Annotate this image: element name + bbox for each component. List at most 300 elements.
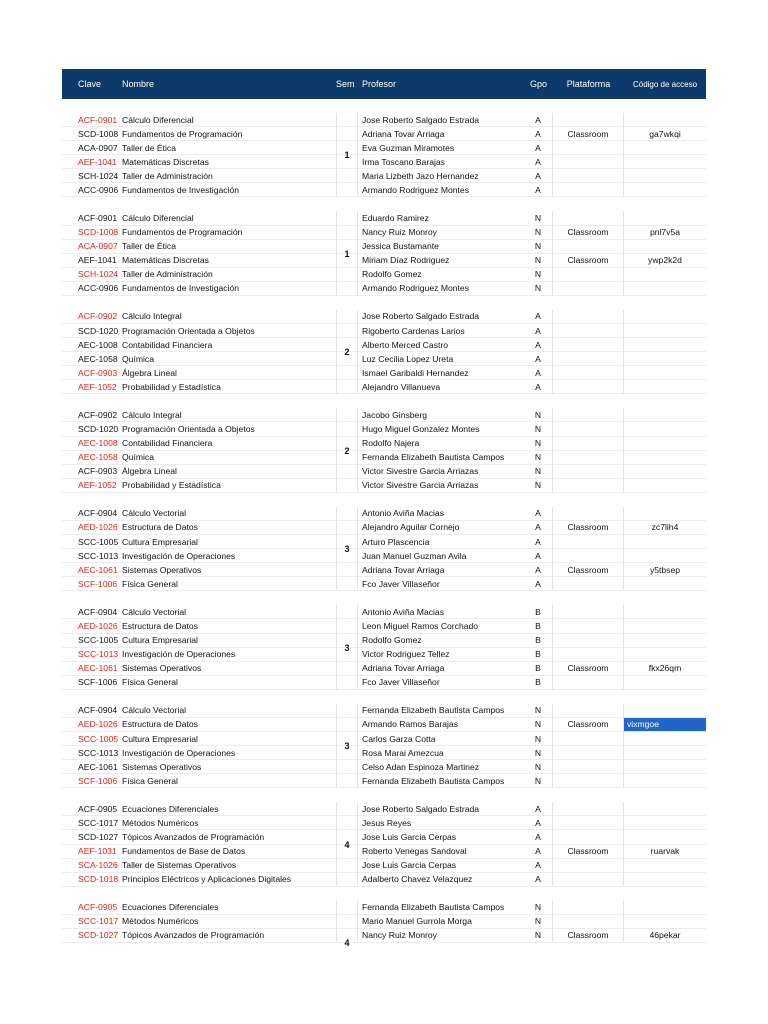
cell-plataforma[interactable] [553, 535, 624, 548]
cell-codigo[interactable] [624, 113, 706, 126]
cell-plataforma[interactable]: Classroom [553, 845, 624, 858]
cell-codigo[interactable]: y5tbsep [649, 564, 681, 575]
cell-plataforma[interactable] [553, 141, 624, 154]
cell-codigo[interactable] [624, 549, 706, 562]
header-clave[interactable]: Clave [78, 79, 102, 89]
cell-clave[interactable]: AED-1026 [78, 719, 118, 730]
cell-codigo[interactable] [624, 310, 706, 323]
cell-profesor[interactable]: Maria Lizbeth Jazo Hernandez [362, 170, 479, 181]
cell-clave[interactable]: SCC-1005 [78, 536, 118, 547]
cell-clave[interactable]: SCD-1018 [78, 874, 118, 885]
cell-plataforma[interactable] [553, 619, 624, 632]
cell-clave[interactable]: SCH-1024 [78, 170, 118, 181]
cell-profesor[interactable]: Miriam Díaz Rodriguez [362, 255, 450, 266]
cell-sem[interactable] [336, 816, 358, 829]
cell-codigo[interactable] [624, 366, 706, 379]
cell-plataforma[interactable] [553, 240, 624, 253]
cell-nombre[interactable]: Cultura Empresarial [122, 733, 198, 744]
cell-codigo[interactable] [624, 619, 706, 632]
cell-clave[interactable]: SCF-1006 [78, 578, 118, 589]
cell-plataforma[interactable] [553, 408, 624, 421]
cell-codigo[interactable] [624, 408, 706, 421]
cell-clave[interactable]: AEC-1008 [78, 438, 118, 449]
cell-sem[interactable] [336, 183, 358, 196]
header-nombre[interactable]: Nombre [122, 79, 155, 89]
cell-gpo[interactable]: N [524, 774, 553, 787]
cell-nombre[interactable]: Tópicos Avanzados de Programación [122, 930, 265, 941]
cell-codigo[interactable] [624, 422, 706, 435]
cell-nombre[interactable]: Matemáticas Discretas [122, 255, 209, 266]
cell-profesor[interactable]: Jacobo Ginsberg [362, 409, 427, 420]
cell-profesor[interactable]: Jose Roberto Salgado Estrada [362, 803, 480, 814]
cell-nombre[interactable]: Estructura de Datos [122, 522, 198, 533]
cell-profesor[interactable]: Rodolfo Gomez [362, 635, 422, 646]
cell-plataforma[interactable]: Classroom [553, 254, 624, 267]
cell-plataforma[interactable] [553, 310, 624, 323]
cell-profesor[interactable]: Jose Luis Garcia Cerpas [362, 860, 457, 871]
cell-nombre[interactable]: Fundamentos de Programación [122, 227, 243, 238]
cell-nombre[interactable]: Fundamentos de Programación [122, 128, 243, 139]
cell-gpo[interactable]: N [524, 479, 553, 492]
cell-gpo[interactable]: A [524, 521, 553, 534]
cell-nombre[interactable]: Matemáticas Discretas [122, 156, 209, 167]
cell-clave[interactable]: ACF-0902 [78, 311, 118, 322]
cell-plataforma[interactable] [553, 352, 624, 365]
cell-clave[interactable]: SCC-1005 [78, 635, 118, 646]
cell-gpo[interactable]: A [524, 127, 553, 140]
cell-profesor[interactable]: Fco Javer Villaseñor [362, 578, 440, 589]
cell-nombre[interactable]: Probabilidad y Estadística [122, 480, 221, 491]
cell-sem[interactable] [336, 718, 358, 731]
cell-gpo[interactable]: B [524, 648, 553, 661]
cell-sem[interactable] [336, 366, 358, 379]
cell-sem[interactable] [336, 662, 358, 675]
cell-gpo[interactable]: A [524, 113, 553, 126]
cell-nombre[interactable]: Cálculo Vectorial [122, 606, 187, 617]
cell-gpo[interactable]: A [524, 845, 553, 858]
cell-codigo[interactable] [624, 451, 706, 464]
cell-nombre[interactable]: Cálculo Diferencial [122, 213, 194, 223]
cell-profesor[interactable]: Armando Ramos Barajas [362, 719, 459, 730]
cell-codigo[interactable] [624, 746, 706, 759]
cell-profesor[interactable]: Jesus Reyes [362, 817, 412, 828]
cell-profesor[interactable]: Adriana Tovar Arriaga [362, 564, 445, 575]
cell-profesor[interactable]: Victor Rodriguez Tellez [362, 649, 450, 660]
cell-clave[interactable]: ACF-0904 [78, 606, 118, 617]
cell-plataforma[interactable] [553, 915, 624, 928]
cell-sem[interactable] [336, 577, 358, 590]
cell-nombre[interactable]: Fundamentos de Investigación [122, 283, 240, 294]
cell-sem[interactable] [336, 760, 358, 773]
cell-sem[interactable] [336, 324, 358, 337]
cell-profesor[interactable]: Fernanda Elizabeth Bautista Campos [362, 902, 505, 913]
cell-nombre[interactable]: Cultura Empresarial [122, 536, 198, 547]
cell-nombre[interactable]: Sistemas Operativos [122, 761, 202, 772]
cell-nombre[interactable]: Métodos Numéricos [122, 916, 199, 927]
cell-clave[interactable]: ACF-0904 [78, 705, 118, 716]
cell-gpo[interactable]: N [524, 268, 553, 281]
cell-nombre[interactable]: Química [122, 452, 154, 463]
cell-codigo[interactable] [624, 859, 706, 872]
cell-codigo[interactable] [624, 324, 706, 337]
cell-clave[interactable]: ACC-0906 [78, 184, 118, 195]
cell-plataforma[interactable] [553, 366, 624, 379]
cell-sem[interactable] [336, 859, 358, 872]
cell-plataforma[interactable] [553, 676, 624, 689]
cell-profesor[interactable]: Rodolfo Gomez [362, 269, 422, 280]
cell-nombre[interactable]: Física General [122, 775, 178, 786]
cell-profesor[interactable]: Nancy Ruiz Monroy [362, 930, 437, 941]
cell-sem[interactable] [336, 521, 358, 534]
cell-codigo[interactable] [624, 802, 706, 815]
cell-plataforma[interactable] [553, 211, 624, 224]
cell-profesor[interactable]: Roberto Venegas Sandoval [362, 846, 467, 857]
cell-gpo[interactable]: B [524, 676, 553, 689]
cell-gpo[interactable]: N [524, 915, 553, 928]
cell-profesor[interactable]: Ismael Garibaldi Hernandez [362, 367, 469, 378]
cell-codigo[interactable] [624, 732, 706, 745]
cell-gpo[interactable]: N [524, 451, 553, 464]
cell-clave[interactable]: ACF-0905 [78, 803, 118, 814]
cell-gpo[interactable]: A [524, 830, 553, 843]
cell-gpo[interactable]: A [524, 535, 553, 548]
cell-gpo[interactable]: B [524, 619, 553, 632]
cell-plataforma[interactable] [553, 634, 624, 647]
cell-sem[interactable] [336, 873, 358, 886]
cell-nombre[interactable]: Cálculo Vectorial [122, 508, 187, 519]
cell-gpo[interactable]: A [524, 802, 553, 815]
cell-clave[interactable]: SCF-1006 [78, 677, 118, 688]
cell-clave[interactable]: AEF-1052 [78, 480, 117, 491]
cell-codigo[interactable] [624, 915, 706, 928]
cell-plataforma[interactable] [553, 816, 624, 829]
cell-codigo[interactable] [624, 352, 706, 365]
cell-nombre[interactable]: Sistemas Operativos [122, 564, 202, 575]
cell-plataforma[interactable] [553, 802, 624, 815]
cell-codigo[interactable]: 46pekar [649, 930, 681, 941]
cell-clave[interactable]: SCC-1005 [78, 733, 118, 744]
cell-sem[interactable] [336, 282, 358, 295]
cell-plataforma[interactable] [553, 859, 624, 872]
cell-plataforma[interactable]: Classroom [553, 127, 624, 140]
cell-codigo[interactable] [624, 380, 706, 393]
cell-gpo[interactable]: A [524, 169, 553, 182]
cell-clave[interactable]: ACF-0902 [78, 409, 118, 420]
cell-profesor[interactable]: Jose Luis Garcia Cerpas [362, 831, 457, 842]
cell-nombre[interactable]: Taller de Sistemas Operativos [122, 860, 237, 871]
cell-profesor[interactable]: Alberto Merced Castro [362, 339, 448, 350]
cell-sem[interactable] [336, 802, 358, 815]
cell-plataforma[interactable] [553, 507, 624, 520]
cell-profesor[interactable]: Hugo Miguel Gonzalez Montes [362, 424, 480, 435]
cell-profesor[interactable]: Irma Toscano Barajas [362, 156, 445, 167]
cell-nombre[interactable]: Principios Eléctricos y Aplicaciones Digitales [122, 874, 292, 885]
cell-nombre[interactable]: Física General [122, 677, 178, 688]
cell-nombre[interactable]: Contabilidad Financiera [122, 339, 213, 350]
cell-codigo[interactable] [624, 873, 706, 886]
cell-codigo[interactable] [624, 282, 706, 295]
cell-codigo[interactable] [624, 141, 706, 154]
cell-profesor[interactable]: Jose Roberto Salgado Estrada [362, 311, 480, 322]
cell-nombre[interactable]: Contabilidad Financiera [122, 438, 213, 449]
cell-codigo[interactable] [624, 760, 706, 773]
cell-sem[interactable] [336, 226, 358, 239]
cell-plataforma[interactable] [553, 183, 624, 196]
cell-clave[interactable]: AEF-1052 [78, 381, 117, 392]
cell-clave[interactable]: AEF-1041 [78, 255, 117, 266]
cell-clave[interactable]: ACF-0901 [78, 114, 118, 125]
header-sem[interactable]: Sem [336, 79, 355, 89]
cell-clave[interactable]: SCF-1006 [78, 775, 118, 786]
cell-nombre[interactable]: Cálculo Vectorial [122, 705, 187, 716]
cell-nombre[interactable]: Cultura Empresarial [122, 635, 198, 646]
cell-profesor[interactable]: Jessica Bustamante [362, 241, 439, 252]
cell-plataforma[interactable] [553, 760, 624, 773]
cell-profesor[interactable]: Victor Sivestre Garcia Arriazas [362, 480, 479, 491]
cell-profesor[interactable]: Rodolfo Najera [362, 438, 420, 449]
cell-gpo[interactable]: N [524, 704, 553, 717]
cell-profesor[interactable]: Adalberto Chavez Velazquez [362, 874, 473, 885]
cell-gpo[interactable]: N [524, 240, 553, 253]
cell-gpo[interactable]: B [524, 662, 553, 675]
cell-profesor[interactable]: Leon Miguel Ramos Corchado [362, 620, 479, 631]
cell-nombre[interactable]: Ecuaciones Diferenciales [122, 803, 219, 814]
cell-plataforma[interactable] [553, 113, 624, 126]
cell-clave[interactable]: AEF-1031 [78, 846, 117, 857]
cell-plataforma[interactable] [553, 451, 624, 464]
cell-codigo[interactable] [624, 816, 706, 829]
cell-profesor[interactable]: Eva Guzman Miramotes [362, 142, 455, 153]
cell-nombre[interactable]: Investigación de Operaciones [122, 550, 236, 561]
cell-gpo[interactable]: N [524, 732, 553, 745]
cell-gpo[interactable]: A [524, 380, 553, 393]
cell-profesor[interactable]: Fernanda Elizabeth Bautista Campos [362, 452, 505, 463]
cell-codigo[interactable] [624, 605, 706, 618]
cell-nombre[interactable]: Sistemas Operativos [122, 663, 202, 674]
cell-nombre[interactable]: Cálculo Integral [122, 311, 182, 322]
cell-codigo[interactable] [624, 634, 706, 647]
cell-gpo[interactable]: B [524, 634, 553, 647]
cell-clave[interactable]: AEC-1008 [78, 339, 118, 350]
cell-plataforma[interactable]: Classroom [553, 662, 624, 675]
cell-nombre[interactable]: Probabilidad y Estadística [122, 381, 221, 392]
cell-plataforma[interactable] [553, 268, 624, 281]
cell-plataforma[interactable] [553, 577, 624, 590]
cell-codigo[interactable] [624, 774, 706, 787]
cell-codigo[interactable]: vixmgoe [624, 718, 706, 731]
cell-profesor[interactable]: Mario Manuel Gurrola Morga [362, 916, 472, 927]
cell-profesor[interactable]: Fco Javer Villaseñor [362, 677, 440, 688]
cell-sem[interactable] [336, 113, 358, 126]
cell-codigo[interactable] [624, 704, 706, 717]
cell-clave[interactable]: SCD-1020 [78, 325, 118, 336]
cell-profesor[interactable]: Armando Rodriguez Montes [362, 283, 469, 294]
cell-clave[interactable]: ACF-0903 [78, 367, 118, 378]
cell-clave[interactable]: SCC-1013 [78, 747, 118, 758]
cell-plataforma[interactable] [553, 169, 624, 182]
cell-nombre[interactable]: Investigación de Operaciones [122, 747, 236, 758]
cell-gpo[interactable]: A [524, 577, 553, 590]
cell-nombre[interactable]: Estructura de Datos [122, 620, 198, 631]
cell-sem[interactable] [336, 774, 358, 787]
header-profesor[interactable]: Profesor [362, 79, 397, 89]
cell-codigo[interactable] [624, 240, 706, 253]
cell-nombre[interactable]: Álgebra Lineal [122, 466, 177, 477]
cell-clave[interactable]: SCD-1027 [78, 930, 118, 941]
cell-codigo[interactable] [624, 535, 706, 548]
cell-codigo[interactable]: ruarvak [650, 846, 680, 857]
cell-sem[interactable] [336, 380, 358, 393]
cell-plataforma[interactable] [553, 324, 624, 337]
cell-nombre[interactable]: Métodos Numéricos [122, 817, 199, 828]
cell-gpo[interactable]: B [524, 605, 553, 618]
cell-sem[interactable] [336, 211, 358, 224]
cell-sem[interactable] [336, 127, 358, 140]
cell-plataforma[interactable] [553, 901, 624, 914]
cell-gpo[interactable]: N [524, 760, 553, 773]
cell-plataforma[interactable] [553, 774, 624, 787]
cell-codigo[interactable] [624, 183, 706, 196]
cell-codigo[interactable] [624, 211, 706, 224]
cell-clave[interactable]: AED-1026 [78, 620, 118, 631]
cell-nombre[interactable]: Taller de Administración [122, 269, 213, 280]
cell-profesor[interactable]: Celso Adan Espinoza Martinez [362, 761, 480, 772]
cell-plataforma[interactable] [553, 549, 624, 562]
cell-clave[interactable]: ACA-0907 [78, 241, 118, 252]
cell-nombre[interactable]: Química [122, 353, 154, 364]
cell-gpo[interactable]: N [524, 437, 553, 450]
cell-codigo[interactable] [624, 830, 706, 843]
cell-gpo[interactable]: A [524, 366, 553, 379]
cell-codigo[interactable] [624, 479, 706, 492]
cell-gpo[interactable]: N [524, 901, 553, 914]
cell-clave[interactable]: SCC-1013 [78, 649, 118, 660]
cell-profesor[interactable]: Adriana Tovar Arriaga [362, 128, 445, 139]
cell-nombre[interactable]: Fundamentos de Base de Datos [122, 846, 246, 857]
cell-codigo[interactable]: ywp2k2d [648, 255, 682, 266]
cell-nombre[interactable]: Cálculo Diferencial [122, 114, 194, 125]
cell-sem[interactable] [336, 465, 358, 478]
cell-gpo[interactable]: N [524, 746, 553, 759]
cell-nombre[interactable]: Ecuaciones Diferenciales [122, 902, 219, 913]
cell-nombre[interactable]: Álgebra Lineal [122, 367, 177, 378]
cell-plataforma[interactable] [553, 422, 624, 435]
cell-gpo[interactable]: N [524, 211, 553, 224]
cell-codigo[interactable] [624, 437, 706, 450]
cell-sem[interactable] [336, 479, 358, 492]
cell-gpo[interactable]: N [524, 929, 553, 942]
cell-plataforma[interactable]: Classroom [553, 929, 624, 942]
cell-gpo[interactable]: A [524, 507, 553, 520]
cell-sem[interactable] [336, 408, 358, 421]
cell-plataforma[interactable] [553, 648, 624, 661]
cell-clave[interactable]: SCH-1024 [78, 269, 118, 280]
cell-plataforma[interactable] [553, 155, 624, 168]
cell-profesor[interactable]: Nancy Ruiz Monroy [362, 227, 437, 238]
cell-profesor[interactable]: Victor Sivestre Garcia Arriazas [362, 466, 479, 477]
cell-plataforma[interactable] [553, 437, 624, 450]
cell-nombre[interactable]: Fundamentos de Investigación [122, 184, 240, 195]
cell-profesor[interactable]: Arturo Plascencia [362, 536, 430, 547]
cell-sem[interactable] [336, 422, 358, 435]
cell-gpo[interactable]: N [524, 465, 553, 478]
cell-gpo[interactable]: A [524, 338, 553, 351]
cell-sem[interactable] [336, 507, 358, 520]
cell-clave[interactable]: SCC-1017 [78, 916, 118, 927]
cell-clave[interactable]: ACF-0904 [78, 508, 118, 519]
cell-gpo[interactable]: N [524, 226, 553, 239]
cell-plataforma[interactable] [553, 465, 624, 478]
cell-clave[interactable]: AED-1026 [78, 522, 118, 533]
cell-plataforma[interactable] [553, 732, 624, 745]
cell-profesor[interactable]: Rigoberto Cardenas Larios [362, 325, 465, 336]
cell-clave[interactable]: AEC-1061 [78, 564, 118, 575]
cell-plataforma[interactable]: Classroom [553, 563, 624, 576]
cell-codigo[interactable] [624, 465, 706, 478]
cell-sem[interactable] [336, 563, 358, 576]
cell-clave[interactable]: SCD-1020 [78, 424, 118, 435]
cell-plataforma[interactable]: Classroom [553, 226, 624, 239]
cell-codigo[interactable]: ga7wkqi [649, 128, 681, 139]
cell-clave[interactable]: ACF-0901 [78, 213, 118, 223]
cell-plataforma[interactable]: Classroom [553, 718, 624, 731]
cell-clave[interactable]: SCD-1008 [78, 128, 118, 139]
cell-profesor[interactable]: Carlos Garza Cotta [362, 733, 436, 744]
cell-profesor[interactable]: Rosa Marai Amezcua [362, 747, 444, 758]
cell-gpo[interactable]: N [524, 408, 553, 421]
cell-profesor[interactable]: Jose Roberto Salgado Estrada [362, 114, 480, 125]
cell-codigo[interactable] [624, 901, 706, 914]
cell-gpo[interactable]: A [524, 859, 553, 872]
cell-profesor[interactable]: Antonio Aviña Macias [362, 508, 445, 519]
cell-sem[interactable] [336, 676, 358, 689]
cell-clave[interactable]: ACC-0906 [78, 283, 118, 294]
cell-gpo[interactable]: N [524, 422, 553, 435]
cell-codigo[interactable] [624, 268, 706, 281]
cell-clave[interactable]: AEC-1061 [78, 761, 118, 772]
cell-gpo[interactable]: N [524, 282, 553, 295]
header-plataforma[interactable]: Plataforma [566, 79, 611, 89]
cell-profesor[interactable]: Alejandro Aguilar Cornejo [362, 522, 460, 533]
cell-plataforma[interactable] [553, 746, 624, 759]
cell-sem[interactable] [336, 605, 358, 618]
cell-profesor[interactable]: Juan Manuel Guzman Avila [362, 550, 467, 561]
cell-plataforma[interactable] [553, 380, 624, 393]
cell-codigo[interactable] [624, 676, 706, 689]
cell-clave[interactable]: AEF-1041 [78, 156, 117, 167]
cell-sem[interactable] [336, 901, 358, 914]
cell-nombre[interactable]: Tópicos Avanzados de Programación [122, 831, 265, 842]
cell-profesor[interactable]: Antonio Aviña Macias [362, 606, 445, 617]
cell-profesor[interactable]: Eduardo Ramirez [362, 213, 429, 223]
cell-gpo[interactable]: A [524, 141, 553, 154]
cell-sem[interactable] [336, 619, 358, 632]
cell-profesor[interactable]: Luz Cecilia Lopez Ureta [362, 353, 454, 364]
cell-codigo[interactable] [624, 338, 706, 351]
cell-sem[interactable] [336, 310, 358, 323]
cell-codigo[interactable] [624, 507, 706, 520]
cell-gpo[interactable]: A [524, 816, 553, 829]
cell-sem[interactable] [336, 915, 358, 928]
cell-gpo[interactable]: A [524, 324, 553, 337]
header-gpo[interactable]: Gpo [529, 79, 547, 89]
cell-plataforma[interactable] [553, 338, 624, 351]
header-codigo[interactable]: Código de acceso [632, 79, 698, 89]
cell-clave[interactable]: SCD-1027 [78, 831, 118, 842]
cell-nombre[interactable]: Taller de Administración [122, 170, 213, 181]
cell-plataforma[interactable] [553, 873, 624, 886]
cell-gpo[interactable]: A [524, 549, 553, 562]
